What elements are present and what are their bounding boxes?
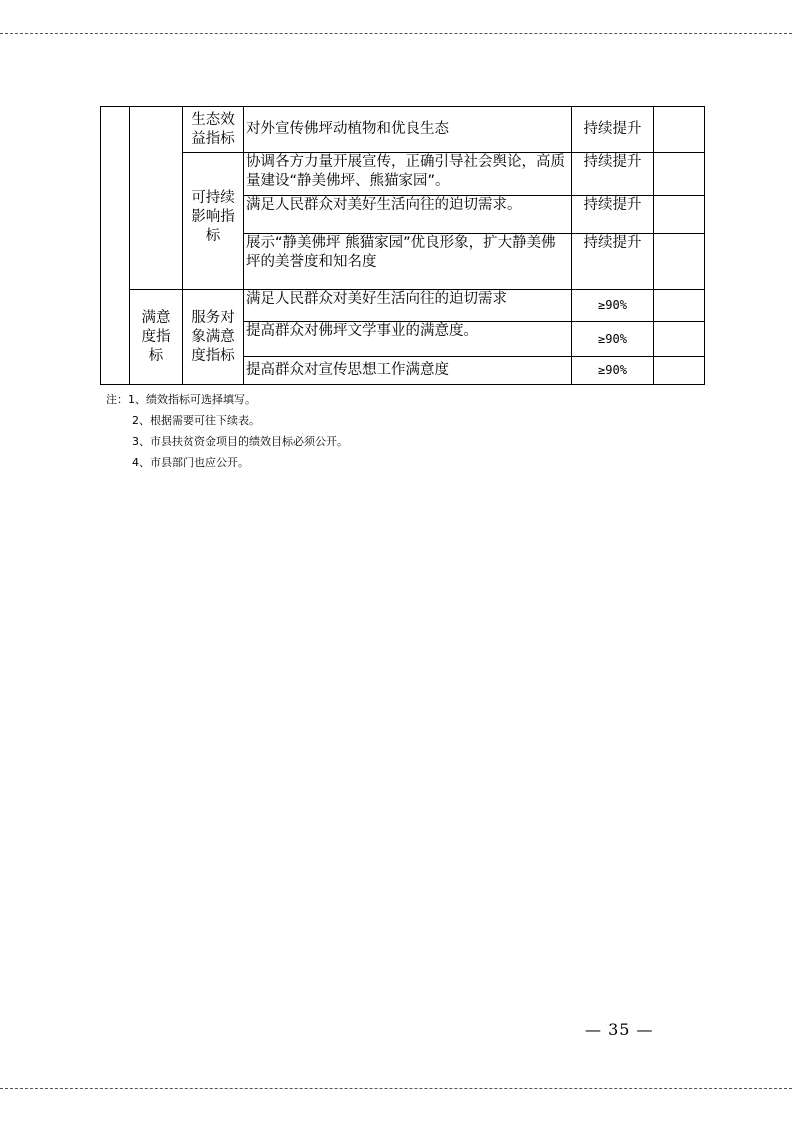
target-value-cell: ≥90% <box>572 322 654 357</box>
indicator-cell: 对外宣传佛坪动植物和优良生态 <box>244 107 572 153</box>
indicator-cell: 满足人民群众对美好生活向往的迫切需求。 <box>244 196 572 234</box>
target-value-cell: 持续提升 <box>572 153 654 196</box>
extra-cell <box>654 290 705 322</box>
category-cell: 满意度指标 <box>130 290 183 385</box>
target-value-cell: ≥90% <box>572 357 654 385</box>
level1-category-cell <box>101 107 130 385</box>
sub-category-cell: 可持续影响指标 <box>183 153 244 290</box>
note-line: 3、市县扶贫资金项目的绩效目标必须公开。 <box>132 435 348 448</box>
indicator-cell: 展示“静美佛坪 熊猫家园”优良形象，扩大静美佛坪的美誉度和知名度 <box>244 234 572 290</box>
extra-cell <box>654 107 705 153</box>
performance-indicator-table <box>100 106 705 385</box>
sub-category-cell: 生态效益指标 <box>183 107 244 153</box>
indicator-cell: 提高群众对宣传思想工作满意度 <box>244 357 572 385</box>
table-row <box>101 290 705 322</box>
target-value-cell: 持续提升 <box>572 196 654 234</box>
extra-cell <box>654 357 705 385</box>
extra-cell <box>654 322 705 357</box>
note-line: 2、根据需要可往下续表。 <box>132 414 260 427</box>
indicator-cell: 协调各方力量开展宣传，正确引导社会舆论，高质量建设“静美佛坪、熊猫家园”。 <box>244 153 572 196</box>
top-dashed-divider <box>0 33 792 34</box>
note-line: 4、市县部门也应公开。 <box>132 456 249 469</box>
extra-cell <box>654 153 705 196</box>
target-value-cell: ≥90% <box>572 290 654 322</box>
sub-category-cell: 服务对象满意度指标 <box>183 290 244 385</box>
extra-cell <box>654 196 705 234</box>
indicator-cell: 满足人民群众对美好生活向往的迫切需求 <box>244 290 572 322</box>
page-number: — 35 — <box>585 1020 654 1039</box>
table-row <box>101 107 705 153</box>
note-line: 注：1、绩效指标可选择填写。 <box>106 393 256 406</box>
level2-category-cell <box>130 107 183 290</box>
target-value-cell: 持续提升 <box>572 107 654 153</box>
indicator-cell: 提高群众对佛坪文学事业的满意度。 <box>244 322 572 357</box>
bottom-dashed-divider <box>0 1088 792 1089</box>
target-value-cell: 持续提升 <box>572 234 654 290</box>
table-row <box>101 153 705 196</box>
table-notes <box>106 389 348 473</box>
extra-cell <box>654 234 705 290</box>
